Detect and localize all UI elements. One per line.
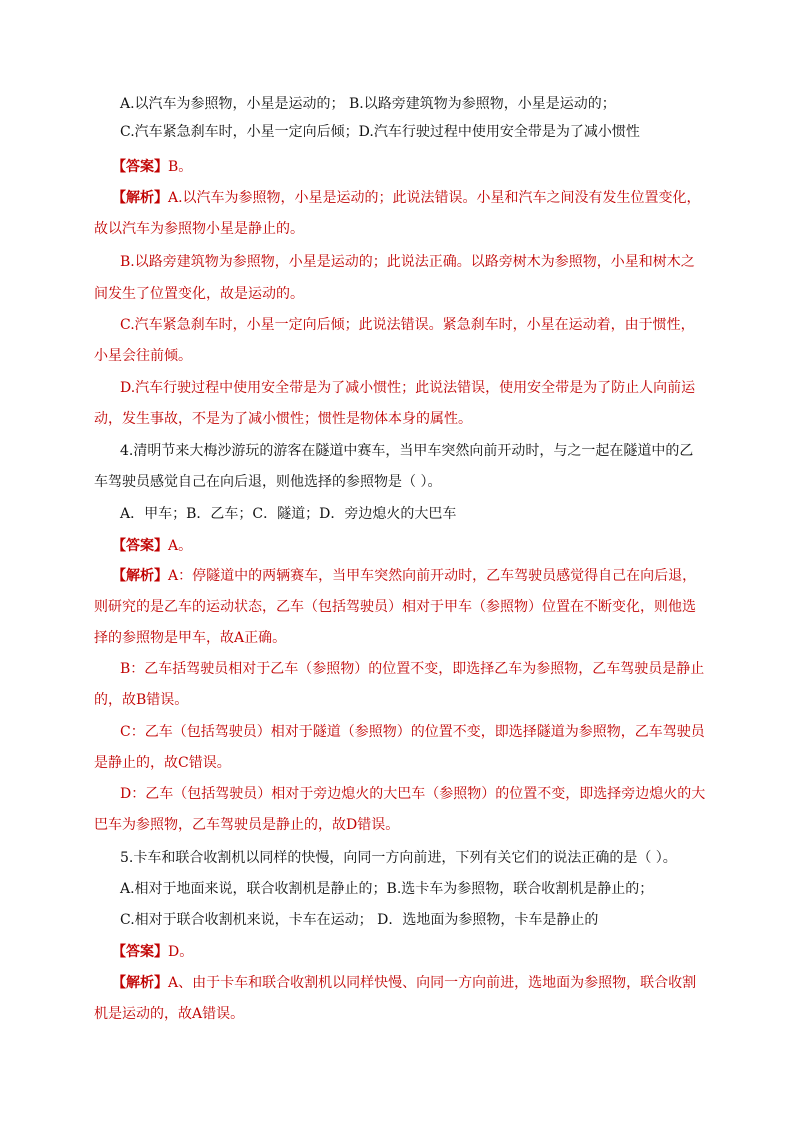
q5-options-cd: C.相对于联合收割机来说，卡车在运动； D．选地面为参照物，卡车是静止的 — [120, 912, 599, 928]
analysis-label: 【解析】 — [112, 190, 168, 206]
q4-analysis-b-line2: 的，故B错误。 — [94, 692, 189, 708]
answer-label: 【答案】 — [112, 944, 168, 960]
q5-options-ab: A.相对于地面来说，联合收割机是静止的；B.选卡车为参照物，联合收割机是静止的； — [120, 881, 654, 897]
q3-options-cd: C.汽车紧急刹车时，小星一定向后倾；D.汽车行驶过程中使用安全带是为了减小惯性 — [120, 124, 640, 140]
q3-analysis-c-line1: C.汽车紧急刹车时，小星一定向后倾；此说法错误。紧急刹车时，小星在运动着，由于惯性， — [120, 317, 695, 333]
q4-analysis-a-line3: 择的参照物是甲车，故A正确。 — [94, 630, 287, 646]
q3-analysis-a-line2: 故以汽车为参照物小星是静止的。 — [94, 221, 304, 237]
q4-analysis-a-line2: 则研究的是乙车的运动状态，乙车（包括驾驶员）相对于甲车（参照物）位置在不断变化，则他选 — [94, 599, 696, 615]
q4-stem-line2: 车驾驶员感觉自己在向后退，则他选择的参照物是（ ）。 — [94, 474, 442, 490]
q4-analysis-d-line1: D：乙车（包括驾驶员）相对于旁边熄火的大巴车（参照物）的位置不变，即选择旁边熄火的大 — [120, 786, 706, 802]
analysis-text: A、由于卡车和联合收割机以同样快慢、向同一方向前进，选地面为参照物，联合收割 — [168, 975, 697, 991]
analysis-text: A.以汽车为参照物，小星是运动的；此说法错误。小星和汽车之间没有发生位置变化， — [168, 190, 701, 206]
answer-label: 【答案】 — [112, 159, 168, 175]
analysis-label: 【解析】 — [112, 975, 168, 991]
answer-value: D。 — [168, 944, 194, 960]
q5-answer — [112, 942, 193, 962]
q3-analysis-c-line2: 小星会往前倾。 — [94, 348, 192, 364]
q4-analysis-c-line1: C：乙车（包括驾驶员）相对于隧道（参照物）的位置不变，即选择隧道为参照物，乙车驾驶员 — [120, 724, 705, 740]
q4-answer — [112, 536, 192, 556]
q3-analysis-b-line2: 间发生了位置变化，故是运动的。 — [94, 286, 304, 302]
q4-analysis-a-line1 — [112, 566, 696, 586]
q4-analysis-d-line2: 巴车为参照物，乙车驾驶员是静止的，故D错误。 — [94, 817, 400, 833]
q5-analysis-a-line1 — [112, 973, 696, 993]
q3-analysis-a-line1 — [112, 188, 701, 208]
q4-options: A．甲车；B．乙车；C．隧道；D．旁边熄火的大巴车 — [120, 506, 457, 522]
q3-options-ab: A.以汽车为参照物，小星是运动的； B.以路旁建筑物为参照物，小星是运动的； — [120, 96, 616, 112]
q3-analysis-d-line1: D.汽车行驶过程中使用安全带是为了减小惯性；此说法错误，使用安全带是为了防止人向前运 — [120, 380, 696, 396]
answer-value: A。 — [168, 538, 193, 554]
q3-analysis-b-line1: B.以路旁建筑物为参照物，小星是运动的；此说法正确。以路旁树木为参照物，小星和树木之 — [120, 254, 695, 270]
analysis-label: 【解析】 — [112, 568, 168, 584]
answer-label: 【答案】 — [112, 538, 168, 554]
q4-stem-line1: 4.清明节来大梅沙游玩的游客在隧道中赛车，当甲车突然向前开动时，与之一起在隧道中的乙 — [120, 443, 694, 459]
q4-analysis-c-line2: 是静止的，故C错误。 — [94, 755, 231, 771]
answer-value: B。 — [168, 159, 193, 175]
q5-analysis-a-line2: 机是运动的，故A错误。 — [94, 1006, 245, 1022]
q3-analysis-d-line2: 动，发生事故，不是为了减小惯性；惯性是物体本身的属性。 — [94, 411, 472, 427]
q4-analysis-b-line1: B：乙车括驾驶员相对于乙车（参照物）的位置不变，即选择乙车为参照物，乙车驾驶员是静止 — [120, 661, 705, 677]
q5-stem: 5.卡车和联合收割机以同样的快慢，向同一方向前进，下列有关它们的说法正确的是（ ）。 — [120, 850, 677, 866]
q3-answer — [112, 157, 192, 177]
analysis-text: A：停隧道中的两辆赛车，当甲车突然向前开动时，乙车驾驶员感觉得自己在向后退， — [168, 568, 697, 584]
